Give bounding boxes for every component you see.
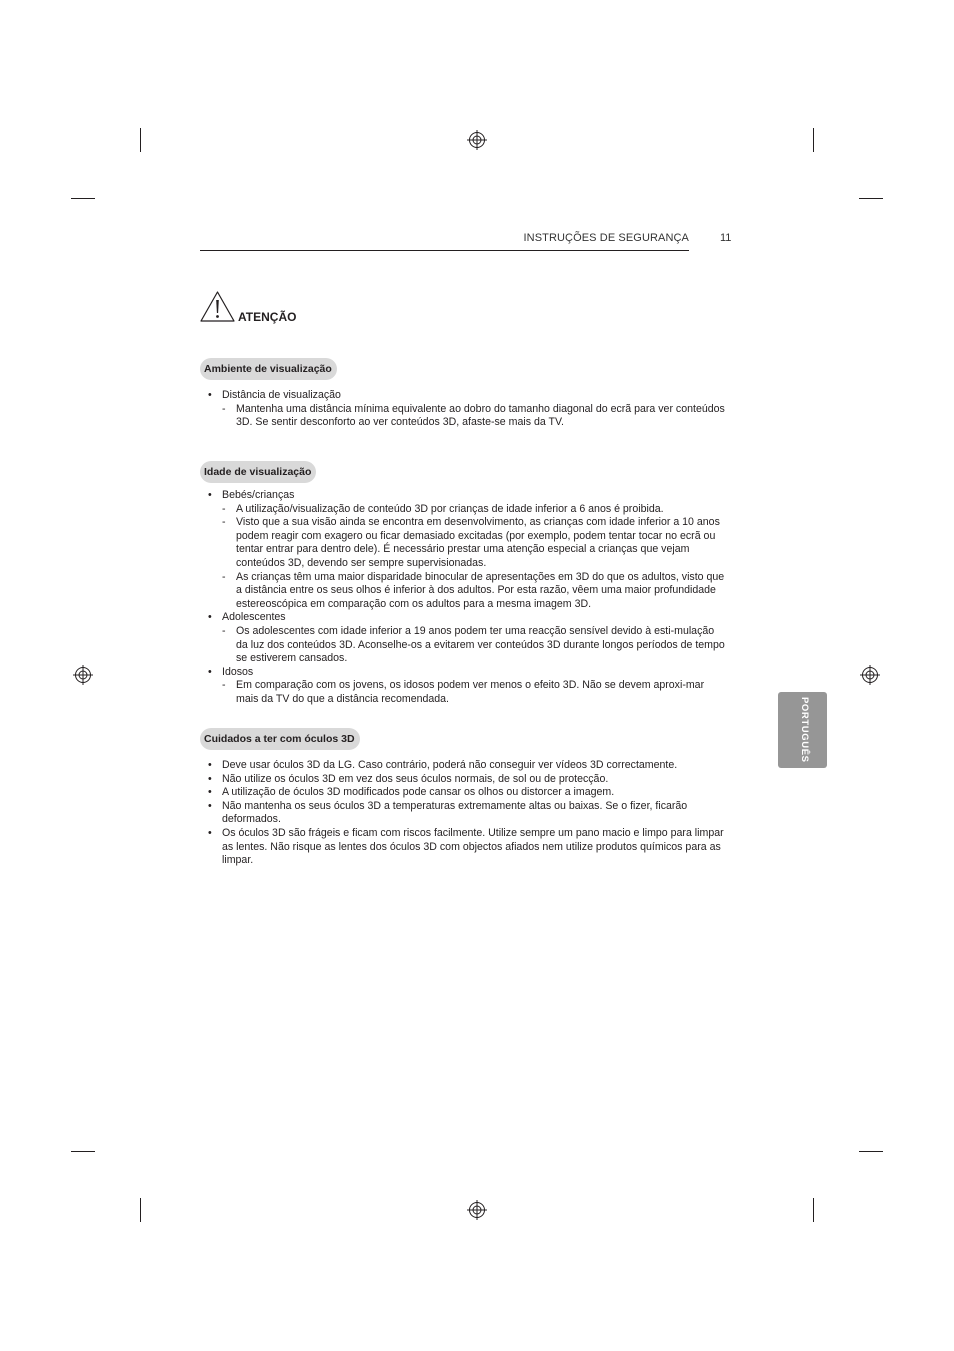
section-heading: Ambiente de visualização — [200, 358, 337, 380]
section-body — [208, 759, 728, 868]
sub-list-item: - Mantenha uma distância mínima equivalente ao dobro do tamanho diagonal do ecrã para ver conteúdos 3D. Se sentir desconforto ao ver conteúdos 3D, afaste-se mais da TV. — [222, 402, 725, 429]
list-item: • Os óculos 3D são frágeis e ficam com riscos facilmente. Utilize sempre um pano macio e limpo para limpar as lentes. Não risque as lentes dos óculos 3D com objectos afiados nem utilize produtos químicos para as limpar. — [208, 826, 724, 867]
warning-triangle-icon — [199, 290, 236, 323]
list-item: • A utilização de óculos 3D modificados pode cansar os olhos ou distorcer a imagem. — [208, 786, 615, 799]
sub-list-item: - As crianças têm uma maior disparidade binocular de apresentações em 3D do que os adultos, visto que a distância entre os seus olhos é inferior à dos adultos. Por esta razão, vêem uma maior profundidade estereoscópica em comparação com os adultos para a mesma imagem 3D. — [222, 570, 725, 610]
language-tab — [778, 692, 827, 768]
sub-list-item: - A utilização/visualização de conteúdo 3D por crianças de idade inferior a 6 anos é proibida. — [222, 502, 664, 515]
registration-mark-icon — [467, 1200, 487, 1220]
list-item: • Bebés/crianças - A utilização/visualização de conteúdo 3D por crianças de idade inferior a 6 anos é proibida. - Visto que a sua visão ainda se encontra em desenvolvimento, as crianças com idade inferior a 10 anos podem reagir com exagero ou ficar demasiado excitadas (por exemplo, podem tentar tocar no ecrã ou tentar entrar para dentro dele). É necessário prestar uma atenção especial a crianças que vejam conteúdos 3D, devendo ser sempre supervisionadas. - As crianças têm uma maior disparidade binocular de apresentações em 3D do que os adultos, visto que a distância entre os seus olhos é inferior à dos adultos. Por esta razão, vêem uma maior profundidade estereoscópica em comparação com os adultos para a mesma imagem 3D. — [208, 489, 728, 611]
section-header: INSTRUÇÕES DE SEGURANÇA — [523, 232, 689, 244]
list-item: • Não mantenha os seus óculos 3D a temperaturas extremamente altas ou baixas. Se o fizer, ficarão deformados. — [208, 799, 688, 826]
section-body — [208, 489, 728, 707]
language-tab-label: PORTUGUÊS — [799, 697, 810, 763]
caution-title: ATENÇÃO — [238, 310, 297, 324]
list-item: • Deve usar óculos 3D da LG. Caso contrário, poderá não conseguir ver vídeos 3D correctamente. — [208, 759, 678, 771]
crop-mark — [859, 1151, 883, 1152]
section-heading: Cuidados a ter com óculos 3D — [200, 728, 360, 750]
section-body — [208, 389, 728, 430]
registration-mark-icon — [467, 130, 487, 150]
section-heading: Idade de visualização — [200, 461, 316, 483]
page-number: 11 — [720, 232, 732, 244]
crop-mark — [71, 198, 95, 199]
crop-mark — [71, 1151, 95, 1152]
list-item: • Distância de visualização - Mantenha uma distância mínima equivalente ao dobro do tamanho diagonal do ecrã para ver conteúdos 3D. Se sentir desconforto ao ver conteúdos 3D, afaste-se mais da TV. — [208, 389, 728, 430]
sub-list-item: - Os adolescentes com idade inferior a 19 anos podem ter uma reacção sensível devido à esti-mulação da luz dos conteúdos 3D. Aconselhe-os a evitarem ver conteúdos 3D durante longos períodos de tempo se estiverem cansados. — [222, 624, 725, 665]
crop-mark — [813, 1198, 814, 1222]
header-rule — [200, 250, 689, 251]
crop-mark — [140, 1198, 141, 1222]
crop-mark — [813, 128, 814, 152]
sub-list-item: - Em comparação com os jovens, os idosos podem ver menos o efeito 3D. Não se devem aproxi-mar mais da TV do que a distância recomendada. — [222, 679, 705, 705]
list-item: • Não utilize os óculos 3D em vez dos seus óculos normais, de sol ou de protecção. — [208, 772, 609, 785]
list-item: • Adolescentes - Os adolescentes com idade inferior a 19 anos podem ter uma reacção sensível devido à esti-mulação da luz dos conteúdos 3D. Aconselhe-os a evitarem ver conteúdos 3D durante longos períodos de tempo se estiverem cansados. — [208, 611, 728, 665]
registration-mark-icon — [860, 665, 880, 685]
registration-mark-icon — [73, 665, 93, 685]
crop-mark — [859, 198, 883, 199]
list-item: • Idosos - Em comparação com os jovens, os idosos podem ver menos o efeito 3D. Não se devem aproxi-mar mais da TV do que a distância recomendada. — [208, 666, 728, 707]
sub-list-item: - Visto que a sua visão ainda se encontra em desenvolvimento, as crianças com idade inferior a 10 anos podem reagir com exagero ou ficar demasiado excitadas (por exemplo, podem tentar tocar no ecrã ou tentar entrar para dentro dele). É necessário prestar uma atenção especial a crianças que vejam conteúdos 3D, devendo ser sempre supervisionadas. — [222, 516, 720, 569]
crop-mark — [140, 128, 141, 152]
